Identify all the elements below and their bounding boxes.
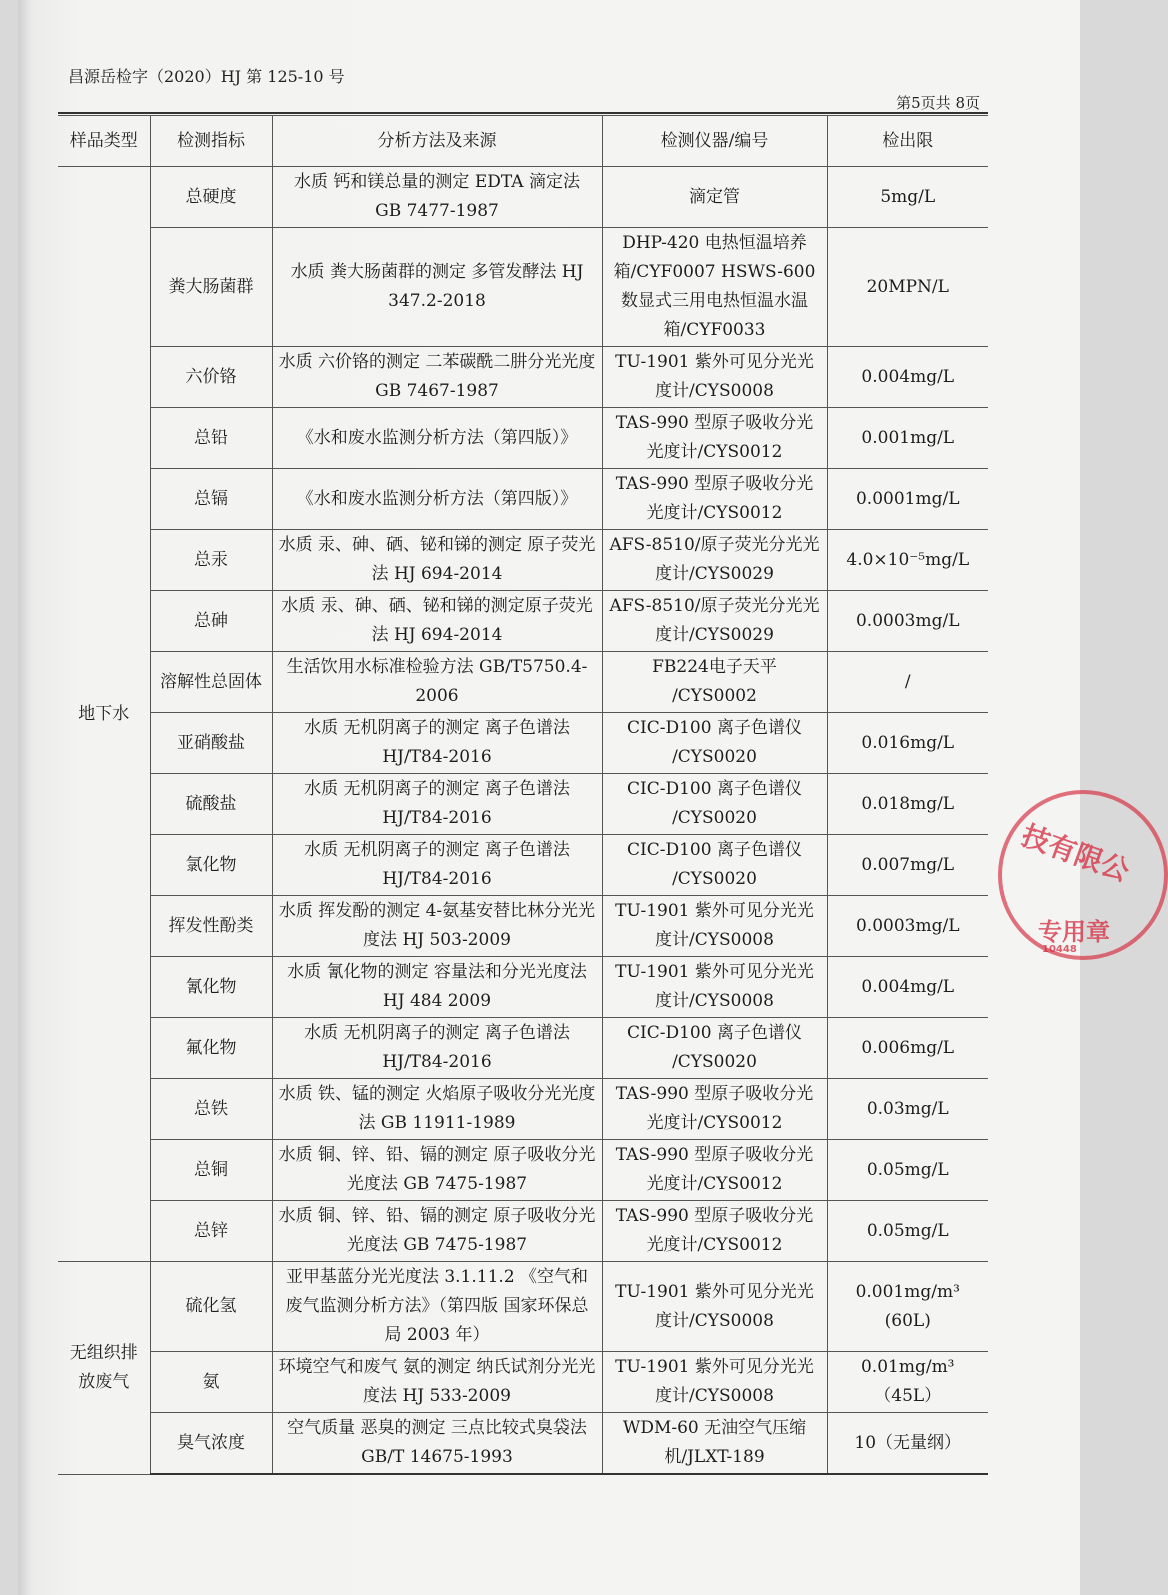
col-header-sample-type: 样品类型 [58,116,150,167]
indicator-cell: 总砷 [150,591,272,652]
instrument-cell: AFS-8510/原子荧光分光光度计/CYS0029 [602,530,827,591]
table-row [58,1140,988,1201]
method-cell: 空气质量 恶臭的测定 三点比较式臭袋法 GB/T 14675-1993 [272,1413,602,1475]
indicator-cell: 总铅 [150,408,272,469]
limit-cell: 0.007mg/L [827,835,988,896]
indicator-cell: 氯化物 [150,835,272,896]
instrument-cell: TU-1901 紫外可见分光光度计/CYS0008 [602,957,827,1018]
instrument-cell: WDM-60 无油空气压缩机/JLXT-189 [602,1413,827,1475]
indicator-cell: 粪大肠菌群 [150,228,272,347]
table-row [58,1262,988,1352]
header-rule [58,112,988,114]
method-cell: 水质 粪大肠菌群的测定 多管发酵法 HJ 347.2-2018 [272,228,602,347]
instrument-cell: FB224电子天平 /CYS0002 [602,652,827,713]
col-header-indicator: 检测指标 [150,116,272,167]
table-row [58,1201,988,1262]
report-number: 昌源岳检字（2020）HJ 第 125-10 号 [68,67,345,86]
method-cell: 水质 铜、锌、铅、镉的测定 原子吸收分光光度法 GB 7475-1987 [272,1140,602,1201]
col-header-instrument: 检测仪器/编号 [602,116,827,167]
limit-cell: / [827,652,988,713]
table-row [58,591,988,652]
indicator-cell: 总镉 [150,469,272,530]
instrument-cell: TAS-990 型原子吸收分光光度计/CYS0012 [602,1201,827,1262]
indicator-cell: 总汞 [150,530,272,591]
table-row [58,167,988,228]
method-cell: 《水和废水监测分析方法（第四版）》 [272,469,602,530]
method-cell: 生活饮用水标准检验方法 GB/T5750.4-2006 [272,652,602,713]
col-header-limit: 检出限 [827,116,988,167]
limit-cell: 0.016mg/L [827,713,988,774]
method-cell: 水质 无机阴离子的测定 离子色谱法 HJ/T84-2016 [272,835,602,896]
document-page [18,0,1134,1595]
limit-cell: 0.05mg/L [827,1201,988,1262]
instrument-cell: TU-1901 紫外可见分光光度计/CYS0008 [602,896,827,957]
indicator-cell: 六价铬 [150,347,272,408]
table-row [58,713,988,774]
sample-type-cell: 地下水 [58,167,150,1262]
limit-cell: 0.018mg/L [827,774,988,835]
page-number: 第5页共 8页 [896,94,980,112]
table-body [58,167,988,1475]
method-cell: 亚甲基蓝分光光度法 3.1.11.2 《空气和废气监测分析方法》（第四版 国家环保总局 2003 年） [272,1262,602,1352]
limit-cell: 0.001mg/L [827,408,988,469]
seal-text-code: 10448 [1042,944,1077,955]
method-cell: 水质 汞、砷、硒、铋和锑的测定 原子荧光法 HJ 694-2014 [272,530,602,591]
table-row [58,1018,988,1079]
indicator-cell: 硫酸盐 [150,774,272,835]
limit-cell: 0.01mg/m³ （45L） [827,1352,988,1413]
limit-cell: 0.004mg/L [827,347,988,408]
instrument-cell: CIC-D100 离子色谱仪 /CYS0020 [602,1018,827,1079]
col-header-method: 分析方法及来源 [272,116,602,167]
instrument-cell: TAS-990 型原子吸收分光光度计/CYS0012 [602,469,827,530]
table-row [58,652,988,713]
limit-cell: 0.05mg/L [827,1140,988,1201]
instrument-cell: TAS-990 型原子吸收分光光度计/CYS0012 [602,1079,827,1140]
indicator-cell: 硫化氢 [150,1262,272,1352]
instrument-cell: CIC-D100 离子色谱仪 /CYS0020 [602,835,827,896]
limit-cell: 10（无量纲） [827,1413,988,1475]
indicator-cell: 氰化物 [150,957,272,1018]
instrument-cell: TU-1901 紫外可见分光光度计/CYS0008 [602,1262,827,1352]
limit-cell: 0.0003mg/L [827,591,988,652]
instrument-cell: DHP-420 电热恒温培养箱/CYF0007 HSWS-600 数显式三用电热恒温水温箱/CYF0033 [602,228,827,347]
table-row [58,835,988,896]
table-row [58,1079,988,1140]
indicator-cell: 臭气浓度 [150,1413,272,1475]
instrument-cell: CIC-D100 离子色谱仪 /CYS0020 [602,713,827,774]
method-cell: 水质 汞、砷、硒、铋和锑的测定原子荧光法 HJ 694-2014 [272,591,602,652]
indicator-cell: 挥发性酚类 [150,896,272,957]
method-cell: 水质 无机阴离子的测定 离子色谱法 HJ/T84-2016 [272,1018,602,1079]
indicator-cell: 总铁 [150,1079,272,1140]
limit-cell: 0.006mg/L [827,1018,988,1079]
table-row [58,347,988,408]
table-row [58,896,988,957]
table-row [58,530,988,591]
indicator-cell: 总硬度 [150,167,272,228]
table-row [58,1413,988,1475]
table-row [58,957,988,1018]
table-row [58,408,988,469]
limit-cell: 0.03mg/L [827,1079,988,1140]
table-row [58,774,988,835]
method-cell: 水质 无机阴离子的测定 离子色谱法 HJ/T84-2016 [272,774,602,835]
indicator-cell: 氨 [150,1352,272,1413]
method-table [58,115,988,1475]
limit-cell: 20MPN/L [827,228,988,347]
table-row [58,1352,988,1413]
instrument-cell: TU-1901 紫外可见分光光度计/CYS0008 [602,347,827,408]
instrument-cell: TAS-990 型原子吸收分光光度计/CYS0012 [602,1140,827,1201]
method-cell: 《水和废水监测分析方法（第四版）》 [272,408,602,469]
table-row [58,469,988,530]
instrument-cell: 滴定管 [602,167,827,228]
instrument-cell: TU-1901 紫外可见分光光度计/CYS0008 [602,1352,827,1413]
limit-cell: 5mg/L [827,167,988,228]
seal-text-main: 技有限公 [1017,818,1134,889]
method-cell: 水质 无机阴离子的测定 离子色谱法 HJ/T84-2016 [272,713,602,774]
limit-cell: 0.004mg/L [827,957,988,1018]
instrument-cell: AFS-8510/原子荧光分光光度计/CYS0029 [602,591,827,652]
seal-text-sub: 专用章 [1038,918,1110,946]
limit-cell: 4.0×10⁻⁵mg/L [827,530,988,591]
limit-cell: 0.0001mg/L [827,469,988,530]
method-cell: 水质 铁、锰的测定 火焰原子吸收分光光度法 GB 11911-1989 [272,1079,602,1140]
instrument-cell: TAS-990 型原子吸收分光光度计/CYS0012 [602,408,827,469]
instrument-cell: CIC-D100 离子色谱仪 /CYS0020 [602,774,827,835]
method-cell: 水质 钙和镁总量的测定 EDTA 滴定法 GB 7477-1987 [272,167,602,228]
method-cell: 水质 挥发酚的测定 4-氨基安替比林分光光度法 HJ 503-2009 [272,896,602,957]
method-cell: 水质 氰化物的测定 容量法和分光光度法 HJ 484 2009 [272,957,602,1018]
table-header-row [58,116,988,167]
indicator-cell: 氟化物 [150,1018,272,1079]
table-row [58,228,988,347]
method-cell: 环境空气和废气 氨的测定 纳氏试剂分光光度法 HJ 533-2009 [272,1352,602,1413]
company-seal [998,790,1168,960]
method-cell: 水质 六价铬的测定 二苯碳酰二肼分光光度 GB 7467-1987 [272,347,602,408]
method-cell: 水质 铜、锌、铅、镉的测定 原子吸收分光光度法 GB 7475-1987 [272,1201,602,1262]
indicator-cell: 溶解性总固体 [150,652,272,713]
indicator-cell: 总铜 [150,1140,272,1201]
indicator-cell: 总锌 [150,1201,272,1262]
indicator-cell: 亚硝酸盐 [150,713,272,774]
limit-cell: 0.0003mg/L [827,896,988,957]
sample-type-cell: 无组织排放废气 [58,1262,150,1475]
limit-cell: 0.001mg/m³ (60L) [827,1262,988,1352]
